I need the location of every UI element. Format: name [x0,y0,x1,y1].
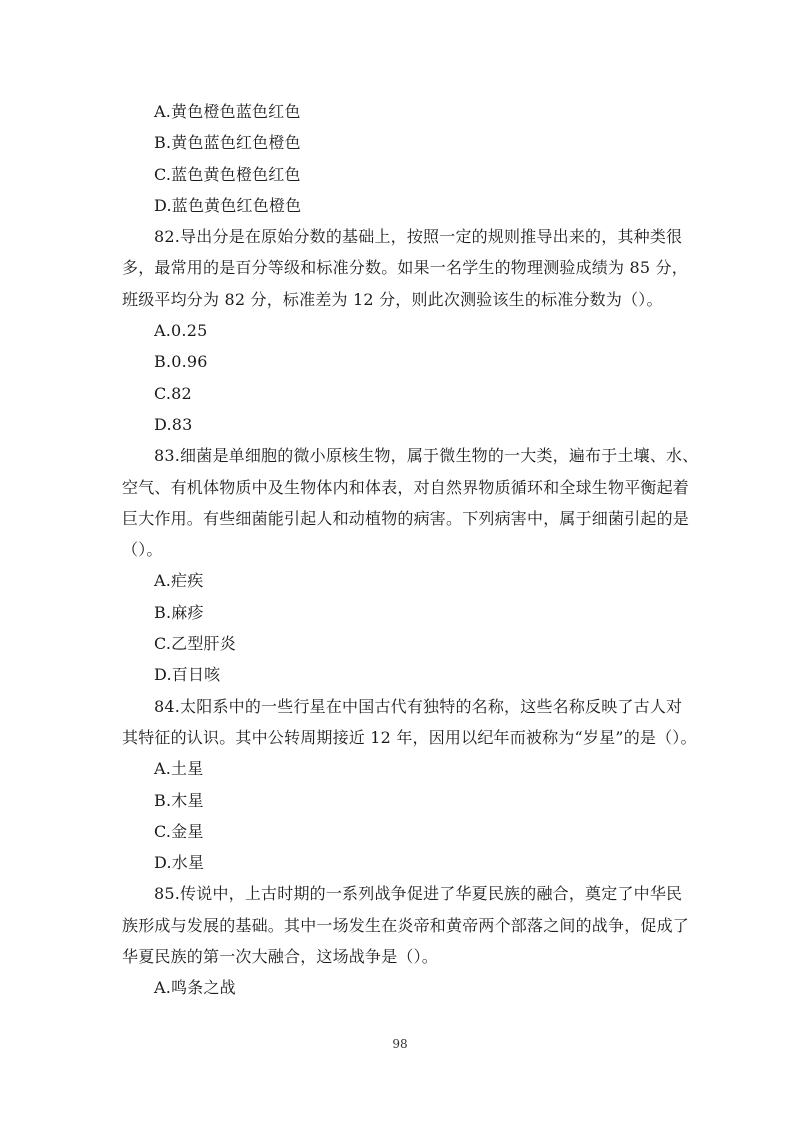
document-body [122,96,699,1004]
question-text-line: 其特征的认识。其中公转周期接近 12 年，因用以纪年而被称为“岁星”的是（）。 [122,727,697,747]
question-text-line: （）。 [122,540,163,560]
option-a: A.黄色橙色蓝色红色 [154,102,301,121]
option-c: C.82 [154,383,192,403]
page-number: 98 [392,1037,408,1051]
question-text-line: 巨大作用。有些细菌能引起人和动植物的病害。下列病害中，属于细菌引起的是 [122,508,690,528]
question-text-line: 83.细菌是单细胞的微小原核生物，属于微生物的一大类，遍布于土壤、水、 [154,446,699,466]
question-text-line: 族形成与发展的基础。其中一场发生在炎帝和黄帝两个部落之间的战争，促成了 [122,915,690,935]
option-a: A.鸣条之战 [154,978,236,998]
option-b: B.麻疹 [154,602,204,622]
question-text-line: 84.太阳系中的一些行星在中国古代有独特的名称，这些名称反映了古人对 [154,696,683,716]
option-a: A.疟疾 [154,571,204,591]
option-c: C.金星 [154,821,204,841]
question-text-line: 82.导出分是在原始分数的基础上，按照一定的规则推导出来的，其种类很 [154,227,683,247]
question-82 [122,221,688,440]
question-text-line: 班级平均分为 82 分，标准差为 12 分，则此次测验该生的标准分数为（）。 [122,289,663,309]
option-a: A.0.25 [154,321,208,341]
option-d: D.水星 [154,853,205,873]
question-text-line: 多，最常用的是百分等级和标准分数。如果一名学生的物理测验成绩为 85 分， [122,258,688,278]
option-b: B.黄色蓝色红色橙色 [154,133,301,153]
option-c: C.蓝色黄色橙色红色 [154,164,301,184]
question-84 [122,691,697,879]
question-text-line: 华夏民族的第一次大融合，这场战争是（）。 [122,947,439,967]
question-text-line: 空气、有机体物质中及生物体内和体表，对自然界物质循环和全球生物平衡起着 [122,477,690,497]
question-text-line: 85.传说中，上古时期的一系列战争促进了华夏民族的融合，奠定了中华民 [154,884,683,904]
option-d: D.83 [154,414,193,434]
option-b: B.0.96 [154,352,208,372]
question-83 [122,440,699,690]
option-b: B.木星 [154,790,204,810]
question-85 [122,878,690,1003]
option-a: A.土星 [154,759,204,779]
option-c: C.乙型肝炎 [154,634,236,654]
option-d: D.蓝色黄色红色橙色 [154,195,302,215]
option-d: D.百日咳 [154,665,221,685]
